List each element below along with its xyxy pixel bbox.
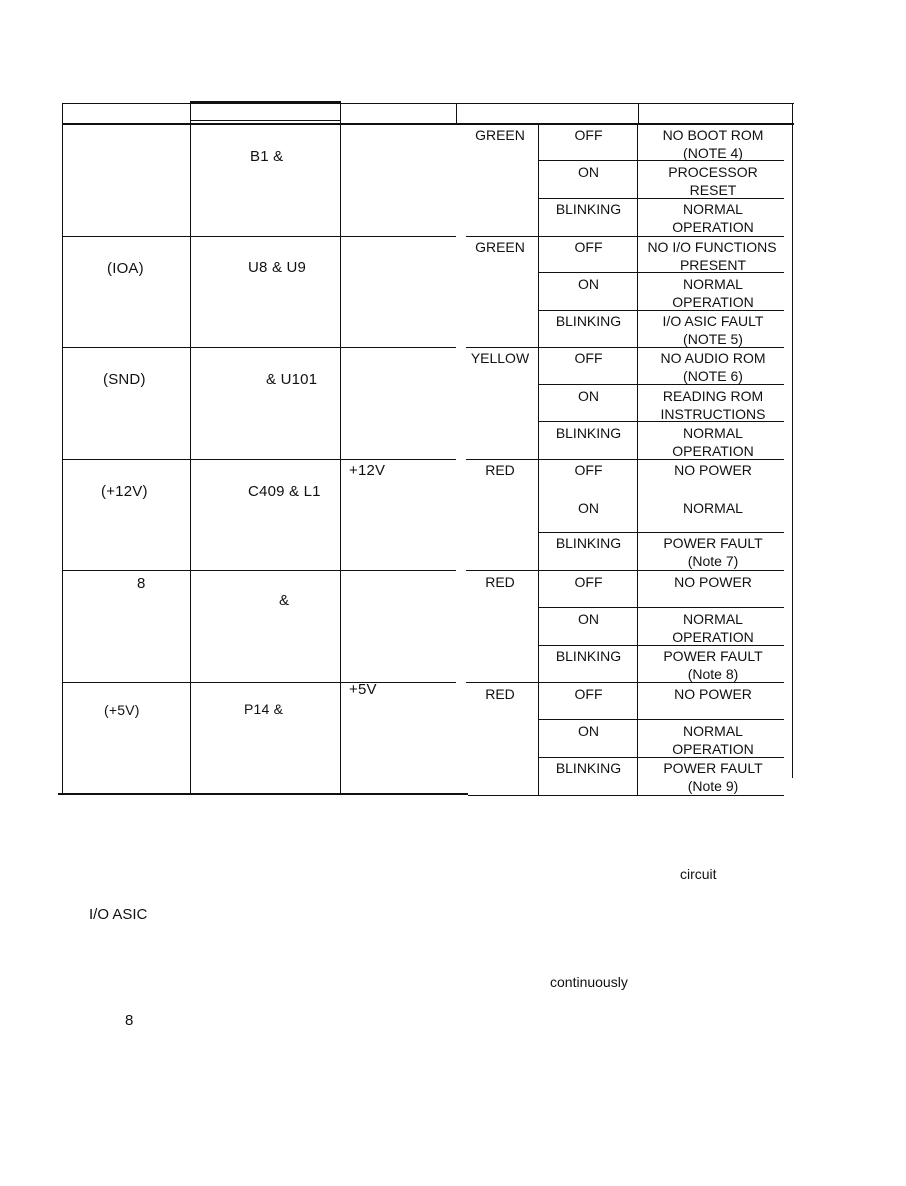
hdr-vline-2 <box>190 101 191 123</box>
header-bottom-line <box>62 123 794 125</box>
row-sep-left-5 <box>62 682 456 683</box>
led-color-cell: RED <box>485 462 515 478</box>
state-cell: OFF <box>574 574 603 590</box>
state-cell: BLINKING <box>555 760 622 776</box>
voltage-cell: +12V <box>349 462 386 479</box>
state-cell: ON <box>578 500 599 516</box>
note-fragment-io-asic: I/O ASIC <box>89 906 148 923</box>
state-cell: OFF <box>574 350 603 366</box>
meaning-cell: NORMAL <box>683 201 743 217</box>
state-cell: BLINKING <box>555 313 622 329</box>
table-bottom-line <box>58 793 468 795</box>
meaning-cell: NO POWER <box>674 462 752 478</box>
state-cell: OFF <box>574 462 603 478</box>
body-vline-circuit <box>190 123 191 793</box>
meaning-cell: NO POWER <box>674 686 752 702</box>
body-vline-left <box>62 123 63 793</box>
row-sep-right-1 <box>466 236 784 237</box>
meaning-cell: (NOTE 6) <box>683 368 743 384</box>
led-color-cell: RED <box>485 686 515 702</box>
body-vline-right <box>792 123 793 778</box>
circuit-cell: (IOA) <box>107 260 144 277</box>
meaning-cell: POWER FAULT <box>663 648 763 664</box>
meaning-cell: OPERATION <box>672 741 754 757</box>
voltage-cell: +5V <box>349 681 377 698</box>
led-color-cell: GREEN <box>475 127 525 143</box>
state-cell: BLINKING <box>555 648 622 664</box>
meaning-cell: NORMAL <box>683 276 743 292</box>
hdr-vline-3 <box>340 101 341 123</box>
note-fragment-8: 8 <box>125 1012 134 1029</box>
meaning-cell: (Note 7) <box>687 553 739 569</box>
meaning-cell: OPERATION <box>672 443 754 459</box>
state-cell: ON <box>578 388 599 404</box>
led-color-cell: RED <box>485 574 515 590</box>
note-fragment-continuously: continuously <box>550 974 628 990</box>
meaning-cell: (Note 8) <box>687 666 739 682</box>
hdr-vline-1 <box>62 103 63 123</box>
note-fragment-circuit: circuit <box>680 866 717 882</box>
state-cell: OFF <box>574 686 603 702</box>
meaning-cell: (NOTE 4) <box>683 145 743 161</box>
meaning-cell: I/O ASIC FAULT <box>662 313 764 329</box>
component-cell: P14 & <box>244 701 284 717</box>
state-cell: ON <box>578 276 599 292</box>
state-cell: OFF <box>574 239 603 255</box>
component-cell: & U101 <box>266 371 318 388</box>
state-cell: ON <box>578 611 599 627</box>
circuit-cell: 8 <box>137 575 146 592</box>
state-cell: BLINKING <box>555 535 622 551</box>
state-cell: ON <box>578 164 599 180</box>
meaning-cell: NORMAL <box>683 500 743 516</box>
hdr-vline-4 <box>456 103 457 123</box>
component-cell: C409 & L1 <box>248 483 321 500</box>
meaning-cell: INSTRUCTIONS <box>660 406 766 422</box>
hdr-vline-6 <box>792 103 793 123</box>
row-sep-left-3 <box>62 459 456 460</box>
meaning-cell: OPERATION <box>672 219 754 235</box>
circuit-cell: (+12V) <box>101 483 148 500</box>
meaning-cell: NO BOOT ROM <box>662 127 764 143</box>
state-cell: BLINKING <box>555 201 622 217</box>
meaning-cell: POWER FAULT <box>663 535 763 551</box>
meaning-cell: OPERATION <box>672 629 754 645</box>
meaning-cell: NO POWER <box>674 574 752 590</box>
meaning-cell: RESET <box>689 182 737 198</box>
meaning-cell: NORMAL <box>683 611 743 627</box>
meaning-cell: OPERATION <box>672 294 754 310</box>
body-vline-component <box>340 123 341 793</box>
row-sep-left-4 <box>62 570 456 571</box>
meaning-cell: NO AUDIO ROM <box>660 350 766 366</box>
circuit-cell: (+5V) <box>104 702 140 718</box>
meaning-cell: (NOTE 5) <box>683 331 743 347</box>
meaning-cell: PROCESSOR <box>668 164 758 180</box>
row-sep-left-2 <box>62 347 456 348</box>
meaning-cell: POWER FAULT <box>663 760 763 776</box>
component-cell: U8 & U9 <box>248 259 307 276</box>
header-top-line-right <box>62 103 794 104</box>
led-color-cell: YELLOW <box>470 350 530 366</box>
header-bottom-line-2 <box>191 120 340 121</box>
led-color-cell: GREEN <box>475 239 525 255</box>
subrow-sep <box>538 719 784 720</box>
hdr-vline-5 <box>638 103 639 123</box>
state-cell: BLINKING <box>555 425 622 441</box>
subrow-sep <box>538 532 784 533</box>
circuit-cell: (SND) <box>103 371 146 388</box>
state-cell: OFF <box>574 127 603 143</box>
meaning-cell: (Note 9) <box>687 778 739 794</box>
meaning-cell: PRESENT <box>679 257 747 273</box>
component-cell: & <box>279 592 290 609</box>
meaning-cell: NORMAL <box>683 425 743 441</box>
row-sep-right-4 <box>466 570 784 571</box>
subrow-sep <box>538 607 784 608</box>
meaning-cell: NO I/O FUNCTIONS <box>647 239 777 255</box>
meaning-cell: NORMAL <box>683 723 743 739</box>
meaning-cell: READING ROM <box>662 388 764 404</box>
table-bottom-line-right <box>468 795 784 796</box>
component-cell: B1 & <box>250 148 284 165</box>
row-sep-left-1 <box>62 236 456 237</box>
state-cell: ON <box>578 723 599 739</box>
